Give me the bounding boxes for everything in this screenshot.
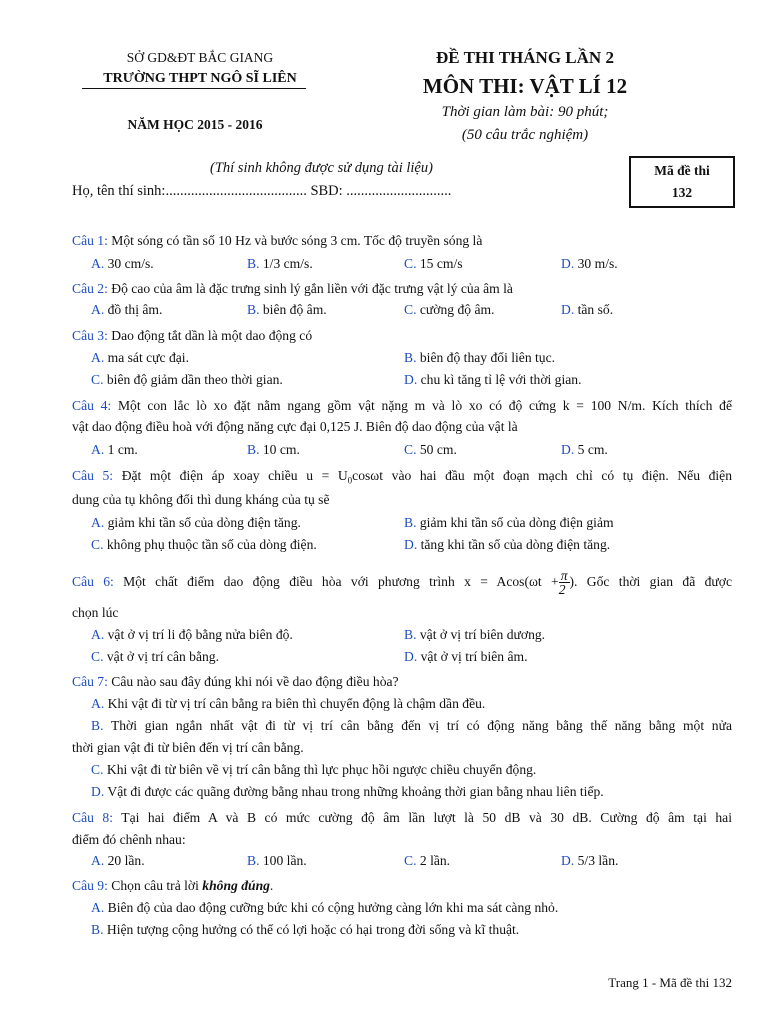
question-text: Một con lắc lò xo đặt nằm ngang gồm vật nặng m và lò xo có độ cứng k = 100 N/m. Kích thích để	[117, 398, 732, 413]
question-label: Câu 9:	[72, 878, 108, 893]
option-a: A. giảm khi tần số của dòng điện tăng.	[91, 515, 301, 530]
question-label: Câu 7:	[72, 674, 108, 689]
option-d: D. tần số.	[561, 302, 614, 317]
school-year: NĂM HỌC 2015 - 2016	[127, 117, 263, 132]
question-5	[72, 468, 732, 486]
exam-code-box	[629, 156, 735, 208]
question-2	[72, 281, 732, 297]
page-footer: Trang 1 - Mã đề thi 132	[608, 975, 732, 990]
question-4	[72, 398, 732, 414]
question-9: Câu 9: Chọn câu trả lời không đúng.	[72, 878, 274, 893]
option-c: C. 50 cm.	[404, 442, 457, 457]
option-d: D. 5 cm.	[561, 442, 608, 457]
option-a: A. 30 cm/s.	[91, 256, 154, 271]
option-a: A. ma sát cực đại.	[91, 350, 189, 365]
option-a: A. 1 cm.	[91, 442, 138, 457]
question-text-cont: vào hai đầu một đoạn mạch chỉ có tụ điện. Nếu điện	[391, 468, 732, 483]
option-a: A. 20 lần.	[91, 853, 145, 868]
question-text: Độ cao của âm là đặc trưng sinh lý gắn liền với đặc trưng vật lý của âm là	[111, 281, 513, 296]
option-c: C. cường độ âm.	[404, 302, 495, 317]
exam-notice: (Thí sinh không được sử dụng tài liệu)	[210, 160, 433, 176]
option-c: C. Khi vật đi từ biên về vị trí cân bằng thì lực phục hồi ngược chiều chuyển động.	[91, 762, 537, 777]
option-a: A. vật ở vị trí li độ bằng nửa biên độ.	[91, 627, 293, 642]
question-3	[72, 328, 732, 344]
question-text-cont: ). Gốc thời gian đã được	[569, 574, 732, 589]
student-info-line: Họ, tên thí sinh:....................................... SBD: .............................	[72, 183, 452, 199]
question-label: Câu 2:	[72, 281, 108, 296]
exam-code-value: 132	[671, 185, 693, 200]
question-text: Dao động tắt dần là một dao động có	[111, 328, 313, 343]
question-5-line-2: dung của tụ không đổi thì dung kháng của tụ sẽ	[72, 492, 330, 507]
exam-subject: MÔN THI: VẬT LÍ 12	[422, 74, 628, 98]
question-text: Chọn câu trả lời	[111, 878, 199, 893]
exam-title: ĐỀ THI THÁNG LẦN 2	[436, 48, 614, 67]
option-d: D. 30 m/s.	[561, 256, 618, 271]
option-c: C. vật ở vị trí cân bằng.	[91, 649, 220, 664]
question-4-line-2: vật dao động điều hoà với động năng cực đại 0,125 J. Biên độ dao động của vật là	[72, 419, 518, 434]
option-a: A. đồ thị âm.	[91, 302, 163, 317]
question-text: Câu nào sau đây đúng khi nói về dao động điều hòa?	[111, 674, 399, 689]
option-b: B. 1/3 cm/s.	[247, 256, 313, 271]
question-count: (50 câu trắc nghiệm)	[461, 127, 589, 143]
option-b: B. 10 cm.	[247, 442, 300, 457]
question-text: Một sóng có tần số 10 Hz và bước sóng 3 cm. Tốc độ truyền sóng là	[111, 233, 483, 248]
exam-time: Thời gian làm bài: 90 phút;	[441, 104, 609, 120]
option-b: B. vật ở vị trí biên dương.	[404, 627, 546, 642]
school-underline	[82, 88, 306, 89]
question-emphasis: không đúng	[202, 878, 270, 893]
option-b: B. Hiện tượng cộng hưởng có thể có lợi hoặc có hại trong đời sống và kĩ thuật.	[91, 922, 520, 937]
option-d: D. Vật đi được các quãng đường bằng nhau trong những khoảng thời gian bằng nhau liên tiếp.	[91, 784, 604, 799]
question-6	[72, 566, 732, 598]
exam-code-label: Mã đề thi	[654, 163, 710, 178]
question-text: Một chất điểm dao động điều hòa với phương trình x = Acos(ωt +	[123, 574, 559, 589]
question-8	[72, 810, 732, 826]
option-d: D. vật ở vị trí biên âm.	[404, 649, 528, 664]
question-label: Câu 5:	[72, 468, 114, 483]
option-c: C. 2 lần.	[404, 853, 451, 868]
option-c: C. biên độ giảm dần theo thời gian.	[91, 372, 283, 387]
option-c: C. 15 cm/s	[404, 256, 463, 271]
voltage-formula: $u = U_0\cos\omega t$	[306, 468, 384, 486]
question-label: Câu 4:	[72, 398, 112, 413]
option-b: B. Thời gian ngắn nhất vật đi từ vị trí cân bằng đến vị trí có động năng bằng thế năng bằng một nửa	[91, 718, 733, 733]
question-7	[72, 674, 732, 690]
department-name: SỞ GD&ĐT BẮC GIANG	[126, 50, 274, 65]
school-name: TRƯỜNG THPT NGÔ SĨ LIÊN	[103, 71, 297, 86]
question-8-line-2: điểm đó chênh nhau:	[72, 832, 186, 847]
option-a: A. Biên độ của dao động cưỡng bức khi có cộng hưởng càng lớn khi ma sát càng nhỏ.	[91, 900, 559, 915]
question-6-line-2: chọn lúc	[72, 605, 119, 620]
option-b: B. 100 lần.	[247, 853, 307, 868]
question-label: Câu 3:	[72, 328, 108, 343]
option-b: B. giảm khi tần số của dòng điện giảm	[404, 515, 614, 530]
option-d: D. chu kì tăng tỉ lệ với thời gian.	[404, 372, 582, 387]
option-d: D. 5/3 lần.	[561, 853, 619, 868]
option-d: D. tăng khi tần số của dòng điện tăng.	[404, 537, 611, 552]
question-label: Câu 6:	[72, 574, 114, 589]
question-text: Tại hai điểm A và B có mức cường độ âm lần lượt là 50 dB và 30 dB. Cường độ âm tại hai	[121, 810, 732, 825]
question-label: Câu 8:	[72, 810, 113, 825]
option-a: A. Khi vật đi từ vị trí cân bằng ra biên thì chuyển động là chậm dần đều.	[91, 696, 486, 711]
pi-over-2-fraction: $\frac{\pi}{2}$	[558, 567, 568, 598]
option-c: C. không phụ thuộc tần số của dòng điện.	[91, 537, 317, 552]
question-text: Đặt một điện áp xoay chiều	[121, 468, 298, 483]
option-b-line-2: thời gian vật đi từ biên đến vị trí cân bằng.	[72, 740, 304, 755]
question-1	[72, 233, 732, 249]
option-b: B. biên độ thay đổi liên tục.	[404, 350, 556, 365]
option-b: B. biên độ âm.	[247, 302, 327, 317]
question-label: Câu 1:	[72, 233, 108, 248]
